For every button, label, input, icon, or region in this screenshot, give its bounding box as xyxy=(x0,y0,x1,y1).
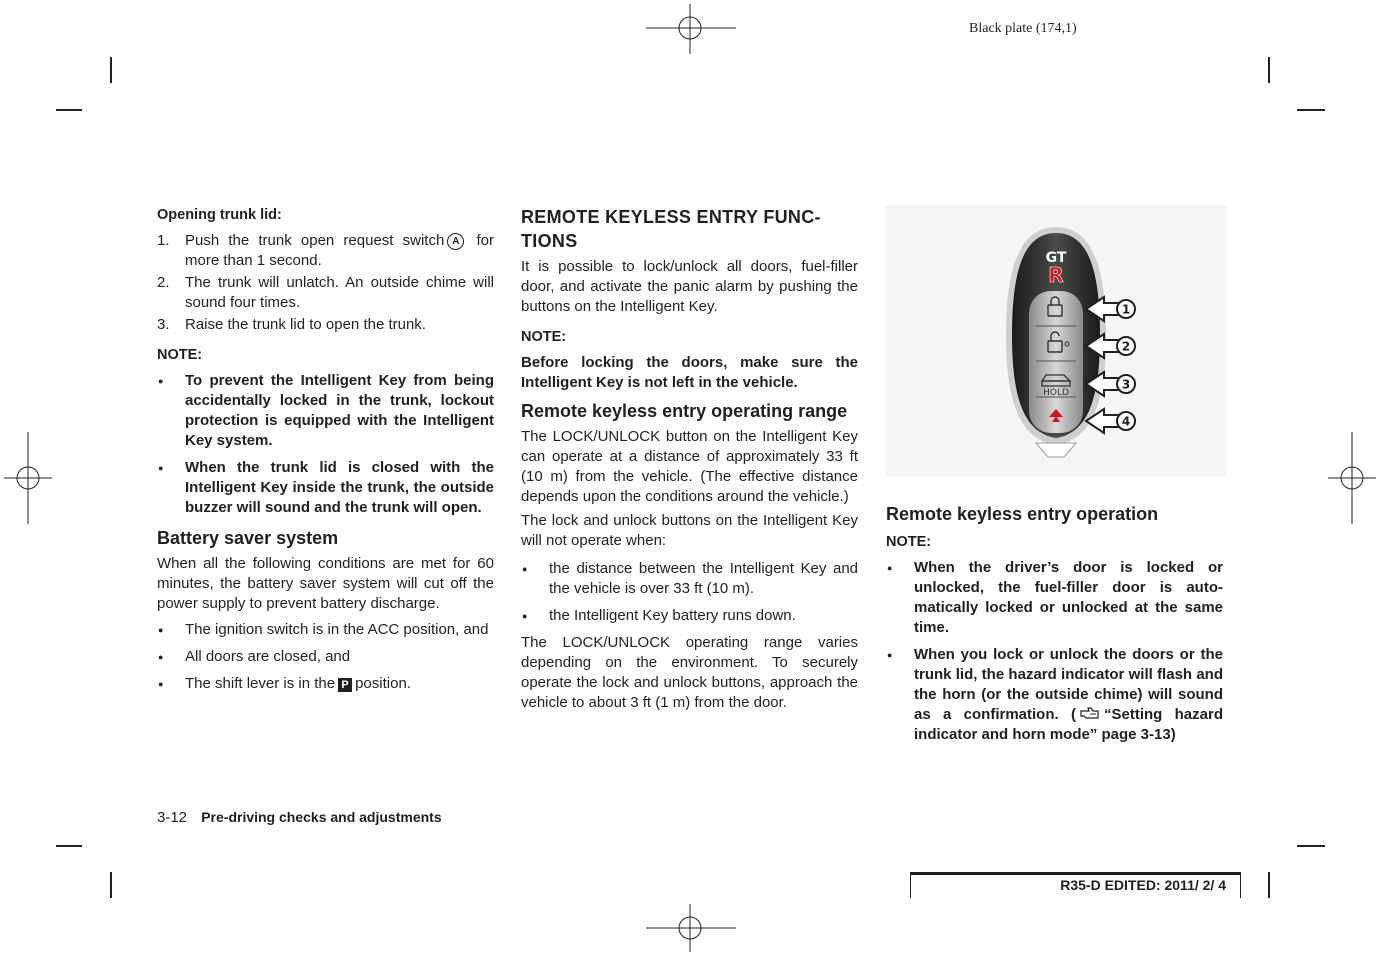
rke-note: Before locking the doors, make sure the Intelligent Key is not left in the vehicle. xyxy=(521,354,858,391)
rke-functions-heading: REMOTE KEYLESS ENTRY FUNC- TIONS xyxy=(521,207,821,251)
opening-trunk-heading: Opening trunk lid: xyxy=(157,207,282,223)
reference-hand-icon xyxy=(1080,706,1100,720)
operating-range-heading: Remote keyless entry operating range xyxy=(521,401,848,421)
column-trunk-and-battery xyxy=(157,205,494,701)
trunk-notes-list xyxy=(157,371,494,518)
switch-a-badge: A xyxy=(447,233,464,250)
rke-operation-notes-list xyxy=(886,558,1223,745)
list-item: ● When the driver’s door is locked or unlocked, the fuel-filler door is auto-matically locked or unlocked at the same time. xyxy=(886,558,1223,638)
intelligent-key-illustration xyxy=(886,205,1226,477)
list-item: 2. The trunk will unlatch. An outside chime will sound four times. xyxy=(157,274,494,311)
operating-range-p1: The LOCK/UNLOCK button on the Intelligent Key can operate at a distance of approximately 33 ft (10 m) from the vehicle. (The effective distance depends upon the conditions around the vehicle.) xyxy=(521,428,858,505)
column-remote-keyless-entry xyxy=(521,205,858,717)
svg-text:2: 2 xyxy=(1121,339,1131,354)
battery-saver-intro: When all the following conditions are met for 60 minutes, the battery saver system will cut off the power supply to prevent battery discharge. xyxy=(157,555,494,612)
note-label: NOTE: xyxy=(886,534,932,550)
gtr-logo xyxy=(1046,250,1067,287)
list-item: ● When the trunk lid is closed with the Intelligent Key inside the trunk, the outside buzzer will sound and the trunk will open. xyxy=(157,458,494,518)
list-item: ● The ignition switch is in the ACC position, and xyxy=(157,620,494,640)
svg-text:4: 4 xyxy=(1121,414,1131,429)
section-title: Pre-driving checks and adjustments xyxy=(201,809,442,825)
rke-intro: It is possible to lock/unlock all doors, fuel-filler door, and activate the panic alarm by pushing the buttons on the Intelligent Key. xyxy=(521,258,858,315)
registration-mark-right xyxy=(1328,432,1376,524)
svg-text:GT: GT xyxy=(1045,250,1067,266)
svg-text:3: 3 xyxy=(1121,377,1131,392)
list-item: ● the Intelligent Key battery runs down. xyxy=(521,606,858,626)
battery-conditions-list xyxy=(157,620,494,694)
registration-mark-top xyxy=(646,4,736,54)
operating-range-p3: The LOCK/UNLOCK operating range varies depending on the environment. To securely operate the lock and unlock buttons, approach the vehicle to about 3 ft (1 m) from the door. xyxy=(521,634,858,711)
rke-operation-heading: Remote keyless entry operation xyxy=(886,504,1159,524)
list-item: ● To prevent the Intelligent Key from being accidentally locked in the trunk, lockout protection is equipped with the Intelligent Key system. xyxy=(157,371,494,451)
column-rke-operation xyxy=(886,498,1223,752)
edited-stamp: R35-D EDITED: 2011/ 2/ 4 xyxy=(910,872,1241,898)
note-label: NOTE: xyxy=(157,347,203,363)
list-item: 1. Push the trunk open request switch A for more than 1 second. xyxy=(157,232,494,269)
svg-text:HOLD: HOLD xyxy=(1043,388,1069,398)
list-item: ● When you lock or unlock the doors or the trunk lid, the hazard indicator will flash and the horn (or the outside chime) will sound as a confirmation. ( “Setting hazard indicator and horn mode” page 3-13) xyxy=(886,645,1223,745)
registration-mark-bottom xyxy=(646,904,736,952)
list-item: 3. Raise the trunk lid to open the trunk. xyxy=(157,316,426,333)
svg-text:R: R xyxy=(1048,263,1064,287)
registration-mark-left xyxy=(4,432,52,524)
list-item: ● the distance between the Intelligent Key and the vehicle is over 33 ft (10 m). xyxy=(521,559,858,599)
battery-saver-heading: Battery saver system xyxy=(157,528,339,548)
note-label: NOTE: xyxy=(521,329,567,345)
operating-range-p2: The lock and unlock buttons on the Intelligent Key will not operate when: xyxy=(521,512,858,549)
page-number: 3-12 xyxy=(157,809,188,826)
park-position-badge: P xyxy=(338,678,352,692)
svg-text:1: 1 xyxy=(1121,302,1131,317)
range-conditions-list xyxy=(521,559,858,626)
page-footer xyxy=(157,809,442,826)
list-item: ● The shift lever is in the P position. xyxy=(157,674,494,694)
trunk-steps-list xyxy=(157,231,494,335)
plate-label: Black plate (174,1) xyxy=(969,21,1077,36)
list-item: ● All doors are closed, and xyxy=(157,647,494,667)
